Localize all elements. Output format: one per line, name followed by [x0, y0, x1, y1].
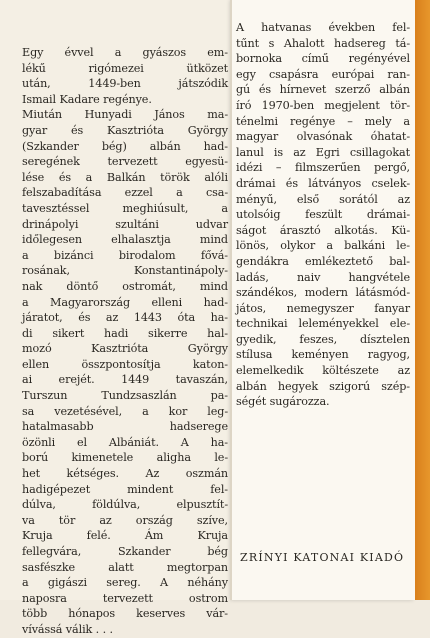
front-flap-line: magyar olvasónak óhatat- [236, 130, 410, 144]
back-flap-line: a gigászi sereg. A néhány [22, 576, 228, 590]
back-flap-line: több hónapos keserves vár- [22, 607, 228, 621]
front-flap-line: utolsóig feszült drámai- [236, 208, 410, 222]
back-flap-line: lése és a Balkán török alóli [22, 170, 228, 184]
back-flap-line: tavesztéssel meghiúsult, a [22, 201, 228, 215]
back-flap-line: mozó Kasztrióta György [22, 342, 228, 356]
back-flap-line: ború kimenetele aligha le- [22, 451, 228, 465]
back-flap-line: Egy évvel a gyászos em- [22, 46, 228, 59]
back-flap-line: drinápolyi szultáni udvar [22, 217, 228, 231]
publisher-imprint: ZRÍNYI KATONAI KIADÓ [240, 551, 405, 564]
front-flap-text [236, 20, 410, 410]
front-flap-line: játos, nemegyszer fanyar [236, 301, 410, 315]
back-flap-line: a bizánci birodalom fővá- [22, 248, 228, 262]
back-flap-line: felszabadítása ezzel a csa- [22, 186, 228, 200]
back-flap-line: Miután Hunyadi János ma- [22, 108, 228, 122]
front-flap-line: gendákra emlékeztető bal- [236, 254, 410, 268]
front-flap-line: ténelmi regénye – mely a [236, 114, 410, 128]
front-flap-line: ményű, első sorától az [236, 192, 410, 206]
front-flap-line: tűnt s Ahalott hadsereg tá- [236, 36, 410, 50]
back-flap-line: seregének tervezett egyesü- [22, 155, 228, 169]
back-flap-line: di sikert hadi sikerre hal- [22, 326, 228, 340]
back-flap-line: Turszun Tundzsaszlán pa- [22, 389, 228, 403]
front-flap-line: ségét sugározza. [236, 395, 330, 409]
back-flap-line: özönli el Albániát. A ha- [22, 435, 228, 449]
front-flap-line: író 1970-ben megjelent tör- [236, 98, 410, 112]
front-flap-line: A hatvanas években fel- [236, 21, 410, 34]
back-flap-line: gyar és Kasztrióta György [22, 123, 228, 137]
front-flap-line: ladás, naiv hangvétele [236, 270, 410, 284]
back-flap-line: hatalmasabb hadserege [22, 420, 228, 434]
cover-edge [415, 0, 430, 600]
front-flap-line: technikai leleményekkel ele- [236, 317, 410, 331]
back-flap-line: vívássá válik . . . [22, 622, 113, 636]
back-flap-text [22, 45, 228, 638]
back-flap-line: va tör az ország szíve, [22, 513, 228, 527]
front-flap-line: elemelkedik költészete az [236, 364, 410, 378]
back-flap-line: Ismail Kadare regénye. [22, 92, 152, 106]
back-flap-line: fellegvára, Szkander bég [22, 545, 228, 558]
front-flap-line: ságot árasztó alkotás. Kü- [236, 223, 410, 237]
front-flap-line: szándékos, modern látásmód- [236, 286, 410, 300]
back-flap-line: ai erejét. 1449 tavaszán, [22, 373, 228, 387]
back-flap-line: rosának, Konstantinápoly- [22, 264, 228, 278]
back-flap-line: naposra tervezett ostrom [22, 591, 228, 605]
front-flap-line: stílusa keményen ragyog, [236, 348, 410, 362]
front-flap-line: egy csapásra európai ran- [236, 67, 410, 81]
back-flap-line: járatot, és az 1443 óta ha- [22, 311, 228, 325]
back-flap-line: után, 1449-ben játszódik [22, 77, 228, 91]
front-flap-line: gyedik, feszes, dísztelen [236, 332, 410, 346]
back-flap-line: sasfészke alatt megtorpan [22, 560, 228, 574]
back-flap-line: sa vezetésével, a kor leg- [22, 404, 228, 418]
back-flap-line: (Szkander bég) albán had- [22, 139, 228, 153]
front-flap-line: lönös, olykor a balkáni le- [236, 239, 410, 253]
back-flap-line: időlegesen elhalasztja mind [22, 233, 228, 247]
front-flap-line: gú és hírnevet szerző albán [236, 83, 410, 97]
flap-fold-seam [230, 0, 232, 600]
back-flap-line: dúlva, földúlva, elpusztít- [22, 498, 228, 512]
back-flap-line: lékű rigómezei ütközet [22, 61, 228, 75]
back-flap-line: ellen összpontosítja katon- [22, 357, 228, 371]
back-flap-line: a Magyarország elleni had- [22, 295, 228, 309]
back-flap-line: het kétséges. Az oszmán [22, 467, 228, 481]
back-flap-line: hadigépezet mindent fel- [22, 482, 228, 496]
front-flap-line: bornoka című regényével [236, 52, 410, 66]
front-flap-line: drámai és látványos cselek- [236, 176, 410, 190]
back-flap-line: Kruja felé. Ám Kruja [22, 529, 228, 543]
back-flap-line: nak döntő ostromát, mind [22, 279, 228, 293]
front-flap-line: idézi – filmszerűen pergő, [236, 161, 410, 175]
front-flap-line: lanul is az Egri csillagokat [236, 145, 410, 159]
front-flap-line: albán hegyek szigorú szép- [236, 379, 410, 393]
